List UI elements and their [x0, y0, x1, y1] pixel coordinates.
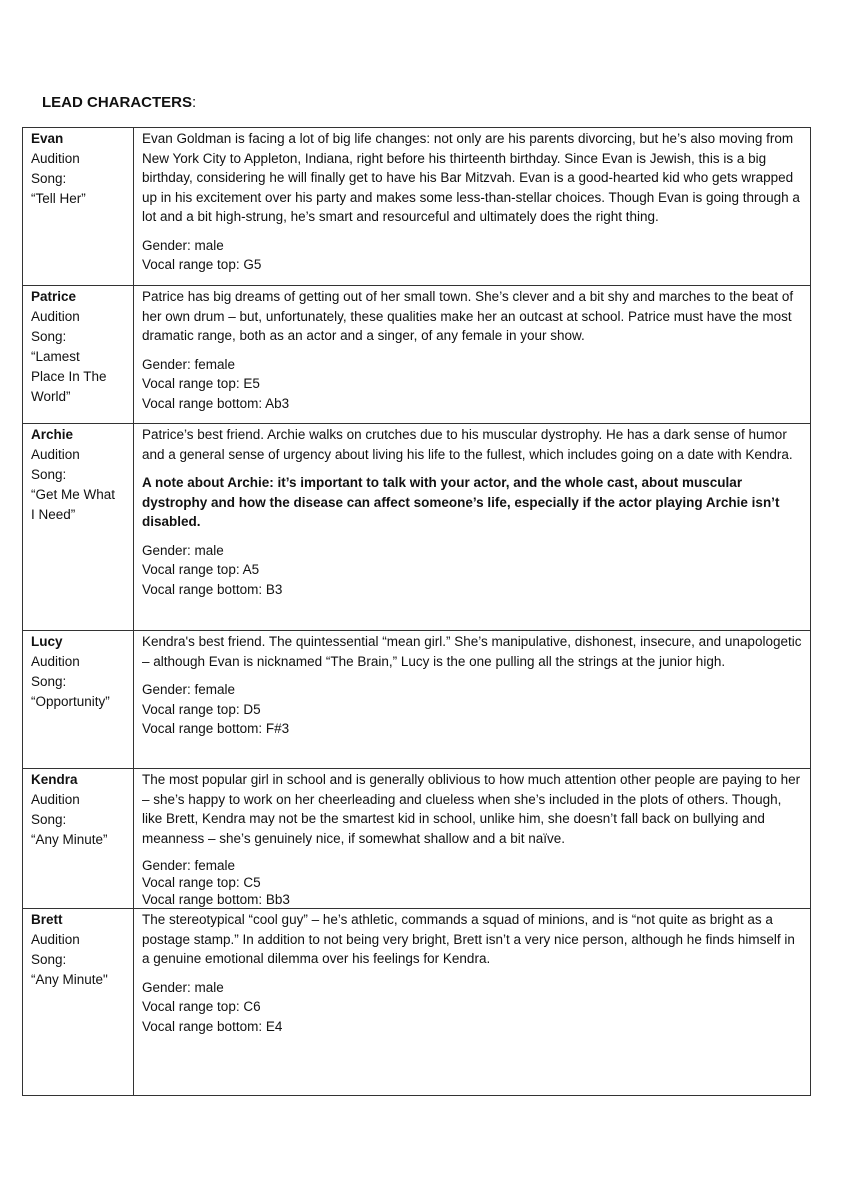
- character-row-kendra: [23, 769, 811, 909]
- section-heading: [42, 94, 196, 111]
- audition-label: Audition: [31, 151, 80, 166]
- character-description-cell: [134, 631, 811, 769]
- vocal-range-top: Vocal range top: A5: [142, 562, 260, 577]
- vocal-range-bottom: Vocal range bottom: Ab3: [142, 395, 290, 411]
- character-name-cell: [23, 128, 134, 286]
- character-name: Patrice: [31, 289, 77, 304]
- character-name-cell: [23, 769, 134, 909]
- character-details: [142, 680, 804, 739]
- character-name: Lucy: [31, 634, 63, 649]
- character-name-cell: [23, 286, 134, 424]
- character-name-cell: [23, 631, 134, 769]
- audition-label: Audition: [31, 654, 80, 669]
- gender-line: Gender: male: [142, 542, 224, 558]
- audition-song-title: “Tell Her”: [31, 191, 86, 206]
- character-row-lucy: [23, 631, 811, 769]
- character-name: Brett: [31, 912, 63, 927]
- character-description-cell: [134, 128, 811, 286]
- character-name: Kendra: [31, 772, 78, 787]
- character-row-evan: [23, 128, 811, 286]
- character-name: Evan: [31, 131, 64, 146]
- character-details: [142, 978, 804, 1037]
- character-description: Patrice’s best friend. Archie walks on crutches due to his muscular dystrophy. He has a dark sense of humor and a general sense of urgency about living his life to the fullest, which includes going on a date with Kendra.: [142, 427, 793, 462]
- song-label: Song:: [31, 329, 67, 344]
- character-row-archie: [23, 424, 811, 631]
- vocal-range-top: Vocal range top: G5: [142, 257, 262, 272]
- audition-song-title: “Get Me What I Need”: [31, 487, 116, 522]
- audition-label: Audition: [31, 309, 80, 324]
- audition-song-title: “Any Minute": [31, 972, 108, 987]
- character-description-cell: [134, 909, 811, 1096]
- character-details: [142, 236, 804, 275]
- character-details: [142, 541, 804, 600]
- character-details: [142, 355, 804, 414]
- vocal-range-bottom: Vocal range bottom: B3: [142, 581, 283, 597]
- song-label: Song:: [31, 467, 67, 482]
- gender-line: Gender: male: [142, 237, 224, 253]
- character-description-cell: [134, 424, 811, 631]
- gender-line: Gender: female: [142, 356, 236, 372]
- audition-song-title: “Lamest Place In The World”: [31, 349, 107, 404]
- character-description: The most popular girl in school and is generally oblivious to how much attention other people are paying to her – she’s happy to work on her cheerleading and clueless when she’s included in the plots of others. Though, like Brett, Kendra may not be the smartest kid in school, unlike him, she doesn’t fall back on bullying and meanness – she’s genuinely nice, if somewhat shallow and a bit naïve.: [142, 772, 801, 846]
- vocal-range-top: Vocal range top: C5: [142, 875, 261, 890]
- character-name-cell: [23, 909, 134, 1096]
- audition-label: Audition: [31, 447, 80, 462]
- character-description: Kendra's best friend. The quintessential “mean girl.” She’s manipulative, dishonest, insecure, and unapologetic – although Evan is nicknamed “The Brain,” Lucy is the one pulling all the strings at the junior high.: [142, 634, 802, 669]
- vocal-range-top: Vocal range top: E5: [142, 376, 260, 391]
- character-description-cell: [134, 769, 811, 909]
- character-row-patrice: [23, 286, 811, 424]
- section-heading-text: LEAD CHARACTERS: [42, 94, 192, 111]
- audition-song-title: “Any Minute”: [31, 832, 108, 847]
- gender-line: Gender: female: [142, 682, 236, 697]
- casting-note: A note about Archie: it’s important to talk with your actor, and the whole cast, about muscular dystrophy and how the disease can affect someone’s life, especially if the actor playing Archie isn’t disabled.: [142, 475, 780, 529]
- character-name-cell: [23, 424, 134, 631]
- gender-line: Gender: female: [142, 858, 236, 873]
- song-label: Song:: [31, 952, 67, 967]
- vocal-range-bottom: Vocal range bottom: Bb3: [142, 892, 290, 907]
- lead-characters-table: [22, 127, 811, 1096]
- character-row-brett: [23, 909, 811, 1096]
- song-label: Song:: [31, 812, 67, 827]
- character-description-cell: [134, 286, 811, 424]
- audition-song-title: “Opportunity”: [31, 694, 110, 709]
- vocal-range-bottom: Vocal range bottom: E4: [142, 1018, 283, 1034]
- gender-line: Gender: male: [142, 979, 224, 995]
- vocal-range-bottom: Vocal range bottom: F#3: [142, 721, 290, 736]
- audition-label: Audition: [31, 792, 80, 807]
- audition-label: Audition: [31, 932, 80, 947]
- character-description: The stereotypical “cool guy” – he’s athletic, commands a squad of minions, and is “not quite as bright as a postage stamp.” In addition to not being very bright, Brett isn’t a very nice person, although he finds himself in a genuine emotional dilemma over his feelings for Kendra.: [142, 912, 795, 966]
- song-label: Song:: [31, 674, 67, 689]
- vocal-range-top: Vocal range top: D5: [142, 701, 261, 717]
- character-name: Archie: [31, 427, 74, 442]
- character-description: Evan Goldman is facing a lot of big life changes: not only are his parents divorcing, but he’s also moving from New York City to Appleton, Indiana, right before his thirteenth birthday. Since Evan is Jewish, this is a big birthday, considering he will finally get to have his Bar Mitzvah. Evan is a good-hearted kid who gets wrapped up in his excitement over his party and makes some less-than-stellar choices. Though Evan is going through a lot and a bit high-strung, he’s smart and resourceful and ultimately does the right thing.: [142, 131, 800, 224]
- character-description: Patrice has big dreams of getting out of her small town. She’s clever and a bit shy and marches to the beat of her own drum – but, unfortunately, these qualities make her an outcast at school. Patrice must have the most dramatic range, both as an actor and a singer, of any female in your show.: [142, 289, 794, 343]
- vocal-range-top: Vocal range top: C6: [142, 999, 261, 1014]
- section-heading-colon: :: [192, 94, 197, 111]
- song-label: Song:: [31, 171, 67, 186]
- character-details: [142, 857, 804, 908]
